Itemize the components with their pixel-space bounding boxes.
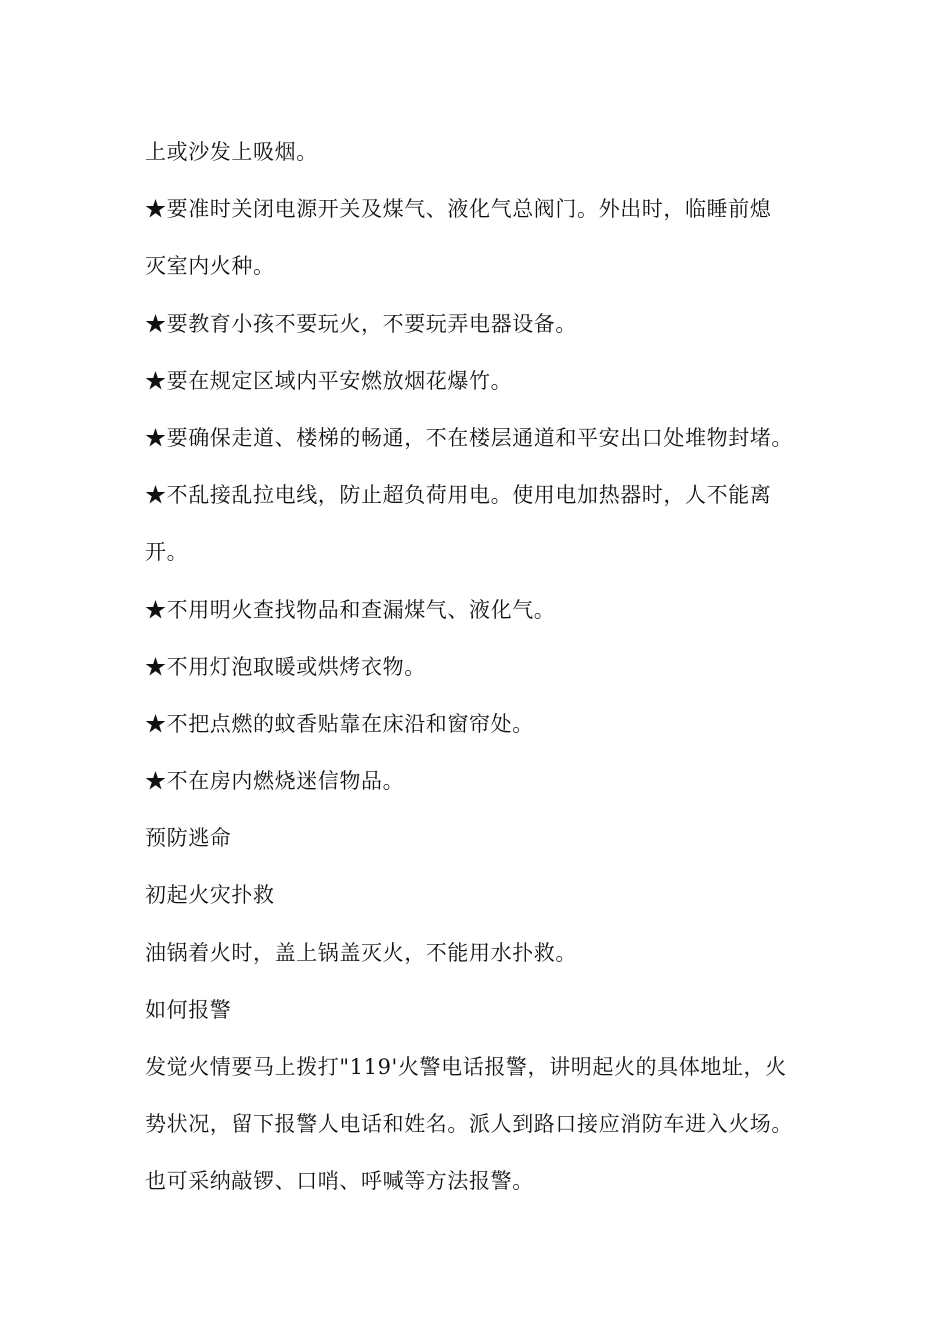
text-line: 也可采纳敲锣、口哨、呼喊等方法报警。 <box>145 1169 534 1194</box>
document-body <box>145 132 835 1219</box>
text-line: 开。 <box>145 540 189 565</box>
section-heading: 如何报警 <box>145 997 232 1022</box>
text-line: ★不用灯泡取暖或烘烤衣物。 <box>145 654 426 679</box>
text-line: ★不乱接乱拉电线，防止超负荷用电。使用电加热器时，人不能离 <box>145 483 772 508</box>
text-line: ★不用明火查找物品和查漏煤气、液化气。 <box>145 597 556 622</box>
text-line: 油锅着火时，盖上锅盖灭火，不能用水扑救。 <box>145 940 577 965</box>
text-line: ★不把点燃的蚊香贴靠在床沿和窗帘处。 <box>145 711 534 736</box>
text-line: ★要在规定区域内平安燃放烟花爆竹。 <box>145 368 513 393</box>
text-line: 发觉火情要马上拨打"119'火警电话报警，讲明起火的具体地址，火 <box>145 1055 787 1079</box>
text-line: ★要教育小孩不要玩火，不要玩弄电器设备。 <box>145 311 577 336</box>
text-line: 上或沙发上吸烟。 <box>145 140 318 164</box>
text-line: ★要准时关闭电源开关及煤气、液化气总阀门。外出时，临睡前熄 <box>145 197 772 222</box>
text-line: ★不在房内燃烧迷信物品。 <box>145 769 405 794</box>
text-line: ★要确保走道、楼梯的畅通，不在楼层通道和平安出口处堆物封堵。 <box>145 425 793 450</box>
section-heading: 预防逃命 <box>145 826 232 851</box>
section-heading: 初起火灾扑救 <box>145 883 275 908</box>
text-line: 灭室内火种。 <box>145 254 275 279</box>
text-line: 势状况，留下报警人电话和姓名。派人到路口接应消防车进入火场。 <box>145 1112 793 1137</box>
